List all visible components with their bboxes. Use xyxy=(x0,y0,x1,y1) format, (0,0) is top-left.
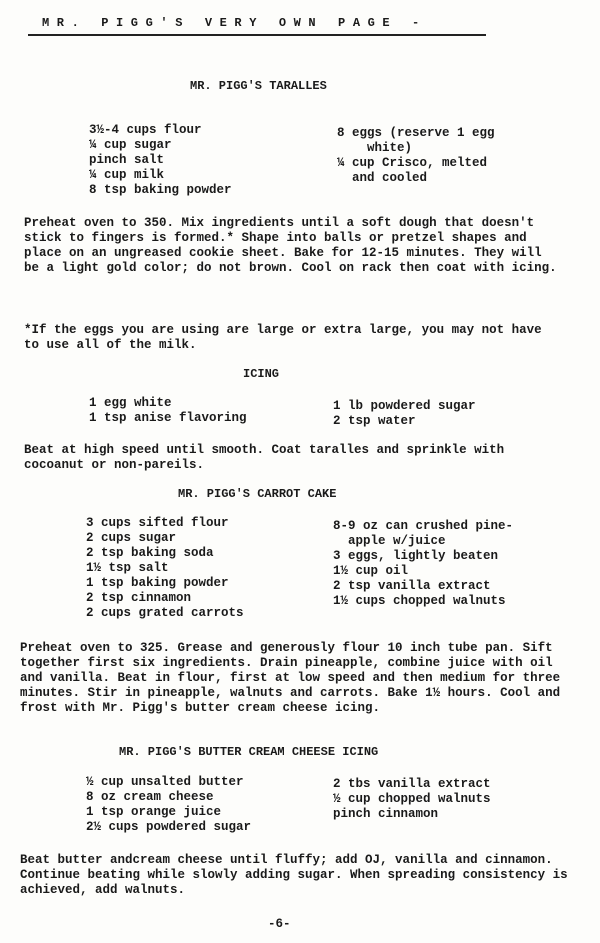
ingredient-line: and cooled xyxy=(337,171,428,185)
ingredient-line: apple w/juice xyxy=(333,534,446,548)
ingredient-line: 2 tsp baking soda xyxy=(86,546,214,560)
taralles-ingredients-left xyxy=(89,123,232,198)
ingredient-line: 2 tbs vanilla extract xyxy=(333,777,491,791)
butter-icing-ingredients-left xyxy=(86,775,251,835)
icing-ingredients-left xyxy=(89,396,247,426)
ingredient-line: 1½ cups chopped walnuts xyxy=(333,594,506,608)
ingredient-line: pinch cinnamon xyxy=(333,807,439,821)
page-number: -6- xyxy=(268,917,291,931)
ingredient-line: ½ cup chopped walnuts xyxy=(333,792,491,806)
carrot-cake-ingredients-right xyxy=(333,519,513,609)
ingredient-line: 8-9 oz can crushed pine- xyxy=(333,519,514,533)
ingredient-line: 3 eggs, lightly beaten xyxy=(333,549,499,563)
ingredient-line: 3 cups sifted flour xyxy=(86,516,229,530)
ingredient-line: 2 cups grated carrots xyxy=(86,606,244,620)
taralles-instructions: Preheat oven to 350. Mix ingredients until a soft dough that doesn't stick to fingers is formed.* Shape into balls or pretzel shapes and place on an ungreased cookie sheet. Bake for 12-15 minutes. They will be a light gold color; do not brown. Cool on rack then coat with icing. xyxy=(24,216,557,275)
icing-title: ICING xyxy=(243,367,280,381)
header-rule xyxy=(28,34,486,36)
icing-instructions: Beat at high speed until smooth. Coat taralles and sprinkle with cocoanut or non-pareils. xyxy=(24,443,505,472)
butter-icing-title: MR. PIGG'S BUTTER CREAM CHEESE ICING xyxy=(119,745,379,759)
ingredient-line: 1 lb powdered sugar xyxy=(333,399,476,413)
ingredient-line: 2½ cups powdered sugar xyxy=(86,820,252,834)
icing-ingredients-right xyxy=(333,399,476,429)
ingredient-line: 1 tsp anise flavoring xyxy=(89,411,247,425)
ingredient-line: ¼ cup sugar xyxy=(89,138,172,152)
carrot-cake-ingredients-left xyxy=(86,516,244,621)
butter-icing-ingredients-right xyxy=(333,777,491,822)
ingredient-line: 1½ tsp salt xyxy=(86,561,169,575)
ingredient-line: ½ cup unsalted butter xyxy=(86,775,244,789)
ingredient-line: 1 egg white xyxy=(89,396,172,410)
carrot-cake-instructions: Preheat oven to 325. Grease and generously flour 10 inch tube pan. Sift together first six ingredients. Drain pineapple, combine juice with oil and vanilla. Beat in flour, first at low speed and then medium for three minutes. Stir in pineapple, walnuts and carrots. Bake 1½ hours. Cool and frost with Mr. Pigg's butter cream cheese icing. xyxy=(20,641,561,715)
ingredient-line: ¼ cup milk xyxy=(89,168,165,182)
ingredient-line: 1 tsp orange juice xyxy=(86,805,222,819)
ingredient-line: 1½ cup oil xyxy=(333,564,409,578)
ingredient-line: 2 cups sugar xyxy=(86,531,177,545)
ingredient-line: 8 oz cream cheese xyxy=(86,790,214,804)
ingredient-line: pinch salt xyxy=(89,153,165,167)
taralles-ingredients-right xyxy=(337,126,495,186)
carrot-cake-title: MR. PIGG'S CARROT CAKE xyxy=(178,487,337,501)
ingredient-line: 2 tsp vanilla extract xyxy=(333,579,491,593)
ingredient-line: white) xyxy=(337,141,413,155)
butter-icing-instructions: Beat butter andcream cheese until fluffy; add OJ, vanilla and cinnamon. Continue beating while slowly adding sugar. When spreading consistency is achieved, add walnuts. xyxy=(20,853,568,897)
ingredient-line: 3½-4 cups flour xyxy=(89,123,202,137)
ingredient-line: 2 tsp cinnamon xyxy=(86,591,192,605)
ingredient-line: ¼ cup Crisco, melted xyxy=(337,156,488,170)
taralles-note: *If the eggs you are using are large or extra large, you may not have to use all of the milk. xyxy=(24,323,542,352)
ingredient-line: 2 tsp water xyxy=(333,414,416,428)
ingredient-line: 8 eggs (reserve 1 egg xyxy=(337,126,495,140)
taralles-title: MR. PIGG'S TARALLES xyxy=(190,79,327,93)
page-header: MR. PIGG'S VERY OWN PAGE - xyxy=(42,16,427,30)
ingredient-line: 1 tsp baking powder xyxy=(86,576,229,590)
ingredient-line: 8 tsp baking powder xyxy=(89,183,232,197)
